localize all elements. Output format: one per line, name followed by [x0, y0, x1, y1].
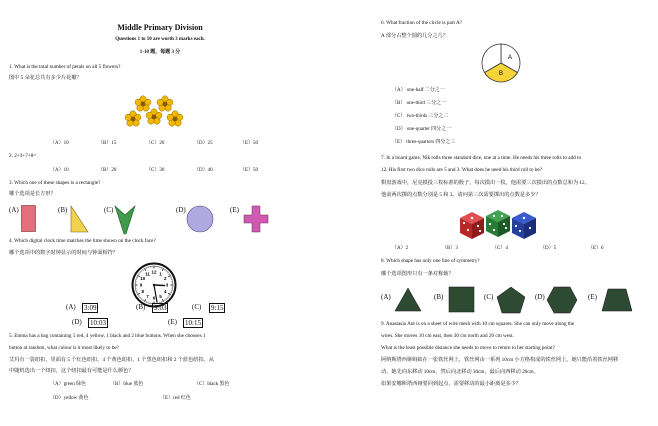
- q5-text-cn1: 艾玛有一袋纽扣，里面有 5 个红色纽扣，4 个黄色纽扣，1 个黑色纽扣和 2 个蓝色纽扣。从: [9, 357, 214, 363]
- q1-text: 1. What is the total number of petals on all 5 flowers?: [9, 64, 121, 70]
- q3-text: 3. Which one of these shapes is a rectangle?: [9, 180, 101, 186]
- q9-text-line3: What is the least possible distance she needs to move to return to her starting point?: [381, 345, 555, 351]
- q8-label-e[interactable]: (E): [588, 293, 597, 301]
- q4-label-b[interactable]: (B): [136, 303, 146, 311]
- q6-text: 6. What fraction of the circle is part A?: [381, 20, 462, 26]
- q8-label-c[interactable]: (C): [484, 293, 494, 301]
- q5-text-line2: button at random, what colour is it most likely to be?: [9, 345, 119, 351]
- flower-icon: [157, 96, 173, 111]
- q1-option-d[interactable]: （D）25: [194, 141, 213, 146]
- q7-option-c[interactable]: （C）4: [492, 246, 508, 251]
- q2-option-b[interactable]: （B）20: [98, 168, 117, 173]
- clock-time-a: 3:09: [84, 304, 97, 312]
- q1-option-b[interactable]: （B）15: [98, 141, 117, 146]
- dice-illustration: [458, 206, 538, 242]
- triangle-shape: [70, 205, 90, 233]
- q2-text: 2. 2+3+7+8=: [9, 153, 37, 159]
- flower-icon: [146, 109, 162, 124]
- q8-label-b[interactable]: (B): [434, 293, 444, 301]
- part-b-label: B: [499, 71, 504, 77]
- q5-option-c[interactable]: （C）black 黑色: [194, 382, 230, 387]
- subtitle: Questions 1 to 10 are worth 3 marks each.: [115, 37, 205, 42]
- triangle-green: [394, 287, 422, 313]
- q4-text-cn: 哪个选项中的数字时钟显示的时间与钟面相符？: [9, 250, 118, 256]
- clock-time-d: 10:03: [90, 319, 106, 327]
- q2-option-a[interactable]: （A）10: [50, 168, 69, 173]
- clock-number: 10: [140, 276, 146, 282]
- q5-text-cn2: 中随机选出一个纽扣，这个纽扣最有可能是什么颜色？: [9, 368, 134, 374]
- q6-option-e[interactable]: （E） three-quarters 四分之三: [392, 140, 456, 145]
- page-title: Middle Primary Division: [117, 23, 203, 32]
- q3-label-d[interactable]: (D): [176, 206, 186, 214]
- dice-red: [460, 212, 484, 239]
- clock-number: 4: [164, 289, 167, 295]
- q1-option-e[interactable]: （E）50: [240, 141, 259, 146]
- part-a-label: A: [508, 55, 513, 61]
- q2-option-d[interactable]: （D）40: [194, 168, 213, 173]
- q8-label-d[interactable]: (D): [535, 293, 545, 301]
- flower-icon: [125, 111, 141, 126]
- q2-option-e[interactable]: （E）50: [240, 168, 259, 173]
- q5-option-b[interactable]: （B）blue 蓝色: [110, 382, 144, 387]
- pie-circle: [480, 42, 522, 84]
- q7-text-line2: 12. His first two dice rolls are 5 and 3. What does he need his third roll to be?: [381, 167, 542, 173]
- chevron-shape: [114, 205, 136, 235]
- q6-option-d[interactable]: （D） one-quarter 四分之一: [392, 127, 452, 132]
- q5-option-d[interactable]: （D）yellow 黄色: [50, 396, 89, 401]
- clock-number: 1: [159, 271, 162, 277]
- clock-number: 2: [164, 276, 167, 282]
- circle-shape: [186, 205, 216, 235]
- q6-option-a[interactable]: （A） one-half 二分之一: [392, 88, 445, 93]
- clock-number: 9: [139, 282, 143, 288]
- q7-text-cn1: 棋盘游戏中，尼克摸投三枚标准的骰子，每次摸出一枚。他需要三次摸出的点数总和为 12。: [381, 180, 590, 186]
- rectangle-shape: [21, 205, 37, 233]
- pentagon-green: [496, 286, 526, 314]
- hour-hand: [154, 285, 165, 286]
- q7-option-d[interactable]: （D）5: [540, 246, 557, 251]
- q3-label-a[interactable]: (A): [9, 206, 19, 214]
- q8-text: 8. Which shape has only one line of symmetry?: [381, 258, 480, 264]
- q7-option-b[interactable]: （B）3: [442, 246, 458, 251]
- q6-text-cn: A 部分占整个圆的几分之几？: [381, 33, 449, 39]
- q4-label-d[interactable]: (D): [72, 318, 82, 326]
- subtitle-cn: 1-10 题，每题 3 分: [139, 50, 181, 55]
- q3-text-cn: 哪个选项是长方形？: [9, 191, 56, 197]
- q5-option-a[interactable]: （A）green 绿色: [50, 382, 86, 387]
- dice-blue: [512, 212, 536, 239]
- clock-face: [131, 262, 177, 308]
- flowers-illustration: [125, 95, 185, 135]
- clock-number: 6: [152, 295, 156, 301]
- q9-text-cn1: 阿纳斯塔西娅蚂蚁在一张铁丝网上，铁丝网由一系列 10cm 小方格构成的铁丝网上，她只能沿着铁丝网移: [381, 357, 619, 363]
- clock-number: 5: [159, 293, 162, 299]
- q3-label-c[interactable]: (C): [104, 206, 114, 214]
- q5-option-e[interactable]: （E）red 红色: [160, 396, 191, 401]
- q4-label-c[interactable]: (C): [192, 303, 202, 311]
- q2-option-c[interactable]: （C）30: [146, 168, 165, 173]
- q6-option-b[interactable]: （B） one-third 三分之一: [392, 101, 447, 106]
- q1-option-c[interactable]: （C）20: [146, 141, 165, 146]
- q3-label-e[interactable]: (E): [230, 206, 239, 214]
- q4-label-e[interactable]: (E): [168, 318, 177, 326]
- q4-text: 4. Which digital clock time matches the time shown on the clock face?: [9, 238, 156, 244]
- hexagon-green: [546, 286, 578, 314]
- q3-label-b[interactable]: (B): [58, 206, 68, 214]
- q7-option-a[interactable]: （A）2: [392, 246, 409, 251]
- q6-option-c[interactable]: （C） two-thirds 三分之二: [392, 114, 449, 119]
- clock-number: 3: [165, 282, 169, 288]
- q4-label-a[interactable]: (A): [66, 303, 76, 311]
- clock-time-b: 9:03: [154, 304, 167, 312]
- clock-number: 11: [145, 271, 150, 277]
- trapezoid-green: [601, 288, 633, 312]
- q9-text-line1: 9. Anastasia Ant is on a sheet of wire mesh with 10 cm squares. She can only move along the: [381, 321, 575, 327]
- clock-number: 8: [141, 289, 144, 295]
- q5-text-line1: 5. Emma has a bag containing 5 red, 4 yellow, 1 black and 2 blue buttons. When she chooses 1: [9, 333, 206, 339]
- q7-text-line1: 7. In a board game, Nik rolls three standard dice, one at a time. He needs his three rolls to add to: [381, 155, 582, 161]
- flower-icon: [167, 111, 183, 126]
- cross-shape: [243, 205, 269, 233]
- q7-option-e[interactable]: （E）6: [588, 246, 604, 251]
- clock-time-e: 10:15: [185, 319, 201, 327]
- q7-text-cn2: 他前两次掷的点数分别是 5 和 3。请问第三次需要掷出的点数是多少？: [381, 192, 541, 198]
- flower-icon: [135, 96, 151, 111]
- q9-text-line2: wires. She moves 10 cm east, then 30 cm north and 20 cm west.: [381, 333, 514, 339]
- q1-option-a[interactable]: （A）10: [50, 141, 69, 146]
- q9-text-cn2: 动。她先向东移动 10cm，然后向北移动 30cm，最后向西移动 20cm。: [381, 369, 539, 375]
- q1-text-cn: 图中 5 朵花总共有多少片花瓣？: [9, 75, 82, 81]
- q9-text-cn3: 如果安娜斯塔西娅要回到起点，需要移动的最小距离是多少？: [381, 381, 522, 387]
- clock-number: 12: [151, 269, 157, 275]
- dice-green: [486, 210, 510, 237]
- q8-text-cn: 哪个选项图形只有一条对称轴？: [381, 271, 454, 277]
- square-green: [448, 286, 476, 314]
- clock-number: 7: [146, 293, 149, 299]
- clock-time-c: 9:15: [211, 304, 224, 312]
- q8-label-a[interactable]: (A): [381, 293, 391, 301]
